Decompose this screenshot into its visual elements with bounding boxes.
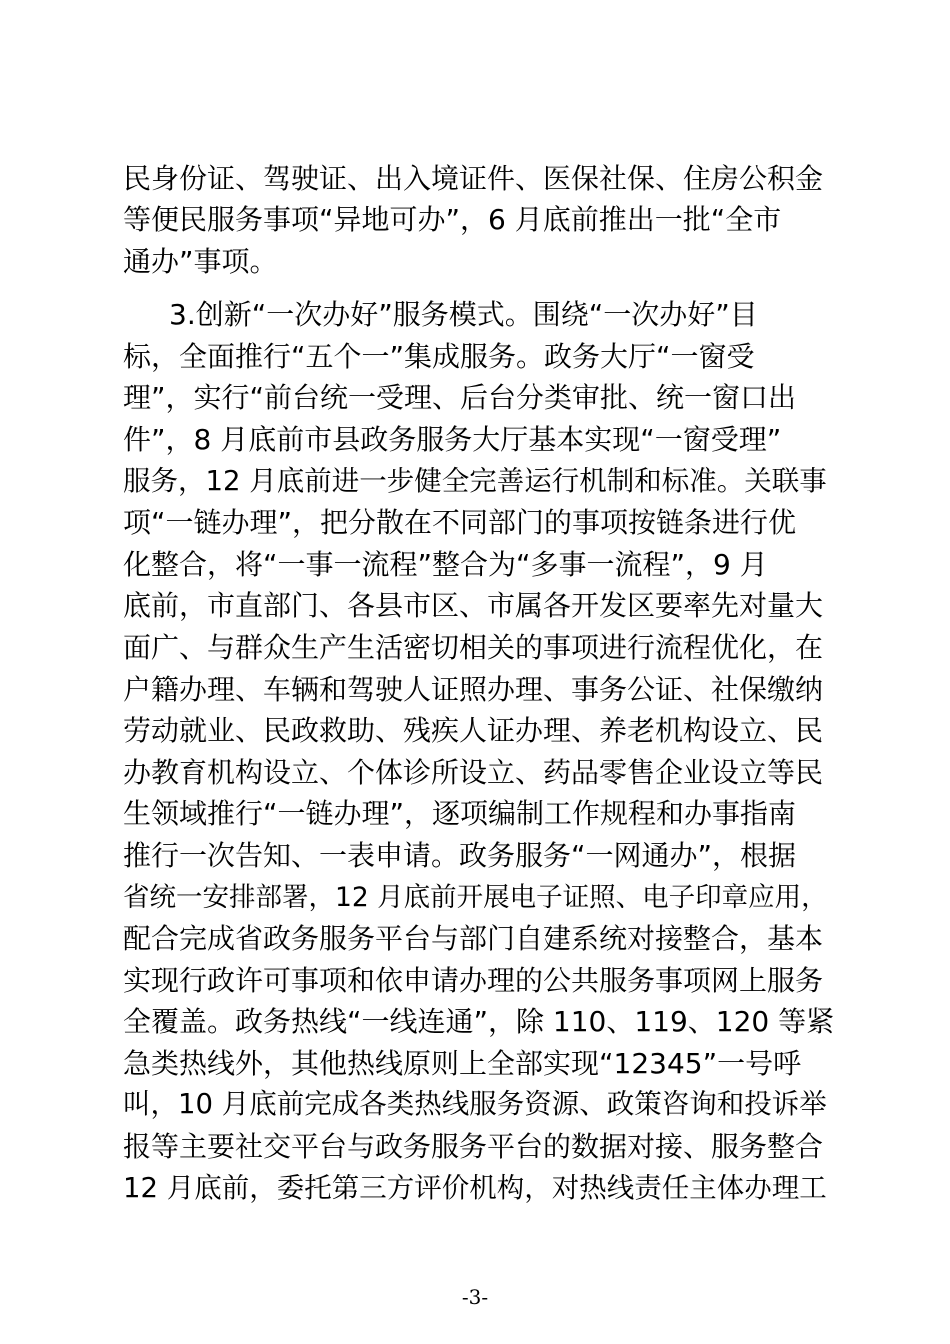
text-line: 推行一次告知、一表申请。政务服务“一网通办”，根据 — [123, 838, 797, 872]
text-line: 底前，市直部门、各县市区、市属各开发区要率先对量大 — [123, 589, 824, 623]
text-line: 办教育机构设立、个体诊所设立、药品零售企业设立等民 — [123, 755, 824, 789]
text-line: 理”，实行“前台统一受理、后台分类审批、统一窗口出 — [123, 381, 797, 415]
text-line: 面广、与群众生产生活密切相关的事项进行流程优化，在 — [123, 630, 824, 664]
text-line: 通办”事项。 — [123, 244, 278, 278]
text-line: 劳动就业、民政救助、残疾人证办理、养老机构设立、民 — [123, 714, 824, 748]
text-line: 生领域推行“一链办理”，逐项编制工作规程和办事指南 — [123, 797, 797, 831]
text-line: 件”，8 月底前市县政务服务大厅基本实现“一窗受理” — [123, 422, 782, 456]
text-line: 民身份证、驾驶证、出入境证件、医保社保、住房公积金 — [123, 162, 824, 195]
text-line: 实现行政许可事项和依申请办理的公共服务事项网上服务 — [123, 963, 824, 997]
text-line: 12 月底前，委托第三方评价机构，对热线责任主体办理工 — [123, 1171, 827, 1204]
text-line: 配合完成省政务服务平台与部门自建系统对接整合，基本 — [123, 922, 824, 956]
body-text — [123, 158, 837, 1209]
text-line: 报等主要社交平台与政务服务平台的数据对接、服务整合 — [123, 1130, 824, 1164]
text-line: 急类热线外，其他热线原则上全部实现“12345”一号呼 — [123, 1046, 802, 1080]
text-line: 户籍办理、车辆和驾驶人证照办理、事务公证、社保缴纳 — [123, 672, 824, 706]
text-line: 等便民服务事项“异地可办”，6 月底前推出一批“全市 — [123, 203, 782, 236]
text-line: 服务，12 月底前进一步健全完善运行机制和标准。关联事 — [123, 464, 827, 497]
text-line: 化整合，将“一事一流程”整合为“多事一流程”，9 月 — [123, 547, 768, 581]
text-line: 省统一安排部署，12 月底前开展电子证照、电子印章应用， — [123, 881, 828, 913]
text-line: 叫，10 月底前完成各类热线服务资源、政策咨询和投诉举 — [123, 1088, 827, 1121]
text-line: 标，全面推行“五个一”集成服务。政务大厅“一窗受 — [123, 339, 755, 373]
paragraph-gap — [123, 282, 837, 294]
text-line: 项“一链办理”，把分散在不同部门的事项按链条进行优 — [123, 506, 797, 540]
section-heading-line: 3.创新“一次办好”服务模式。围绕“一次办好”目 — [169, 298, 758, 332]
text-line: 全覆盖。政务热线“一线连通”，除 110、119、120 等紧 — [123, 1005, 835, 1039]
page-number: -3- — [461, 1285, 489, 1309]
